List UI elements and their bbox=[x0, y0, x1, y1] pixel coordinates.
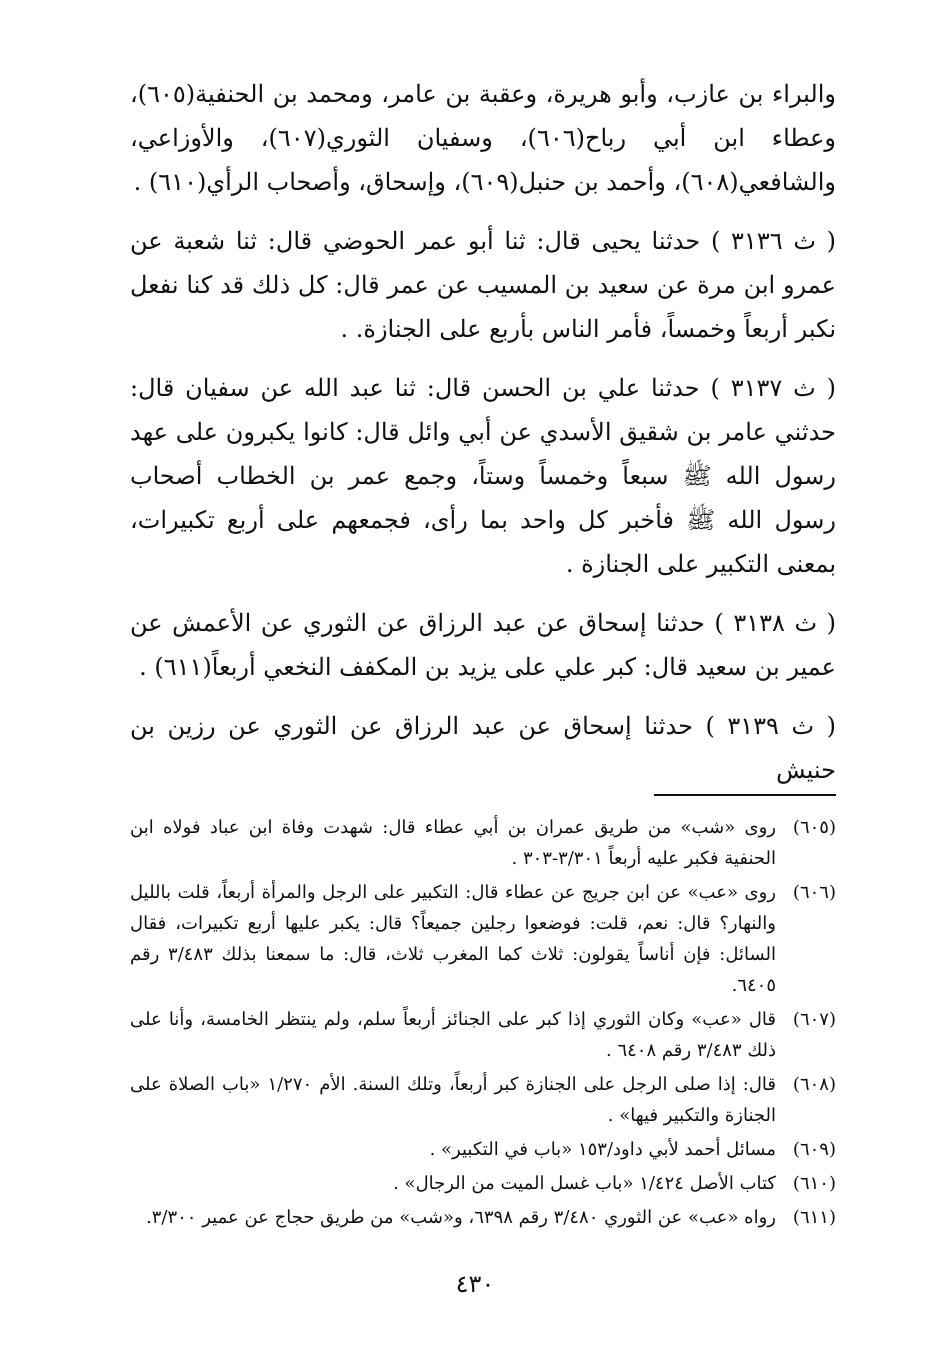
footnote-number: (٦٠٧) bbox=[792, 1009, 836, 1030]
footnote-text: روى «شب» من طريق عمران بن أبي عطاء قال: شهدت وفاة ابن عباد فولاه ابن الحنفية فكبر عليه أربعاً ٣/٣٠١-٣٠٣ . bbox=[130, 817, 776, 869]
footnote-number: (٦٠٨) bbox=[792, 1074, 836, 1095]
footnote-number: (٦٠٩) bbox=[792, 1139, 836, 1160]
footnote-608 bbox=[130, 1069, 836, 1131]
footnote-number: (٦٠٥) bbox=[792, 817, 836, 838]
footnote-606 bbox=[130, 877, 836, 1001]
footnote-607 bbox=[130, 1004, 836, 1066]
main-text bbox=[130, 72, 836, 792]
footnote-number: (٦١٠) bbox=[792, 1173, 836, 1194]
footnote-text: قال: إذا صلى الرجل على الجنازة كبر أربعاً، وتلك السنة. الأم ١/٢٧٠ «باب الصلاة على الجنازة والتكبير فيها» . bbox=[130, 1074, 776, 1126]
paragraph-continuation: والبراء بن عازب، وأبو هريرة، وعقبة بن عامر، ومحمد بن الحنفية(٦٠٥)، وعطاء ابن أبي رباح(٦٠٦)، وسفيان الثوري(٦٠٧)، والأوزاعي، والشافعي(٦٠٨)، وأحمد بن حنبل(٦٠٩)، وإسحاق، وأصحاب الرأي(٦١٠) . bbox=[130, 80, 836, 196]
footnote-611 bbox=[130, 1202, 836, 1233]
footnote-609 bbox=[130, 1134, 836, 1165]
paragraph-hadith-3137: ( ث ٣١٣٧ ) حدثنا علي بن الحسن قال: ثنا عبد الله عن سفيان قال: حدثني عامر بن شقيق الأسدي عن أبي وائل قال: كانوا يكبرون على عهد رسول الله ﷺ سبعاً وخمساً وستاً، وجمع عمر بن الخطاب أصحاب رسول الله ﷺ فأخبر كل واحد بما رأى، فجمعهم على أربع تكبيرات، بمعنى التكبير على الجنازة . bbox=[130, 374, 837, 578]
footnotes bbox=[130, 812, 836, 1236]
footnote-number: (٦٠٦) bbox=[792, 882, 836, 903]
footnote-text: رواه «عب» عن الثوري ٣/٤٨٠ رقم ٦٣٩٨، و«شب» من طريق حجاج عن عمير ٣/٣٠٠. bbox=[146, 1207, 776, 1228]
footnote-text: قال «عب» وكان الثوري إذا كبر على الجنائز أربعاً سلم، ولم ينتظر الخامسة، وأنا على ذلك ٣/٤٨٣ رقم ٦٤٠٨ . bbox=[130, 1009, 776, 1061]
footnote-number: (٦١١) bbox=[792, 1207, 836, 1228]
footnote-610 bbox=[130, 1168, 836, 1199]
footnote-605 bbox=[130, 812, 836, 874]
paragraph-hadith-3136: ( ث ٣١٣٦ ) حدثنا يحيى قال: ثنا أبو عمر الحوضي قال: ثنا شعبة عن عمرو ابن مرة عن سعيد بن المسيب عن عمر قال: كل ذلك قد كنا نفعل نكبر أربعاً وخمساً، فأمر الناس بأربع على الجنازة. . bbox=[130, 227, 836, 343]
footnote-divider bbox=[654, 794, 836, 796]
paragraph-hadith-3138: ( ث ٣١٣٨ ) حدثنا إسحاق عن عبد الرزاق عن الثوري عن الأعمش عن عمير بن سعيد قال: كبر علي على يزيد بن المكفف النخعي أربعاً(٦١١) . bbox=[130, 609, 836, 681]
paragraph-hadith-3139: ( ث ٣١٣٩ ) حدثنا إسحاق عن عبد الرزاق عن الثوري عن رزين بن حنيش bbox=[130, 712, 836, 784]
footnote-text: مسائل أحمد لأبي داود/١٥٣ «باب في التكبير» . bbox=[429, 1139, 776, 1160]
page-number: ٤٣٠ bbox=[455, 1270, 495, 1298]
footnote-text: روى «عب» عن ابن جريج عن عطاء قال: التكبير على الرجل والمرأة أربعاً، قلت بالليل والنهار؟ قال: نعم، قلت: فوضعوا رجلين جميعاً؟ قال: يكبر عليها أربع تكبيرات، فقال السائل: فإن أناساً يقولون: ثلاث كما المغرب ثلاث، قال: ما سمعنا بذلك ٣/٤٨٣ رقم ٦٤٠٥. bbox=[130, 882, 776, 996]
footnote-text: كتاب الأصل ١/٤٢٤ «باب غسل الميت من الرجال» . bbox=[393, 1173, 776, 1194]
